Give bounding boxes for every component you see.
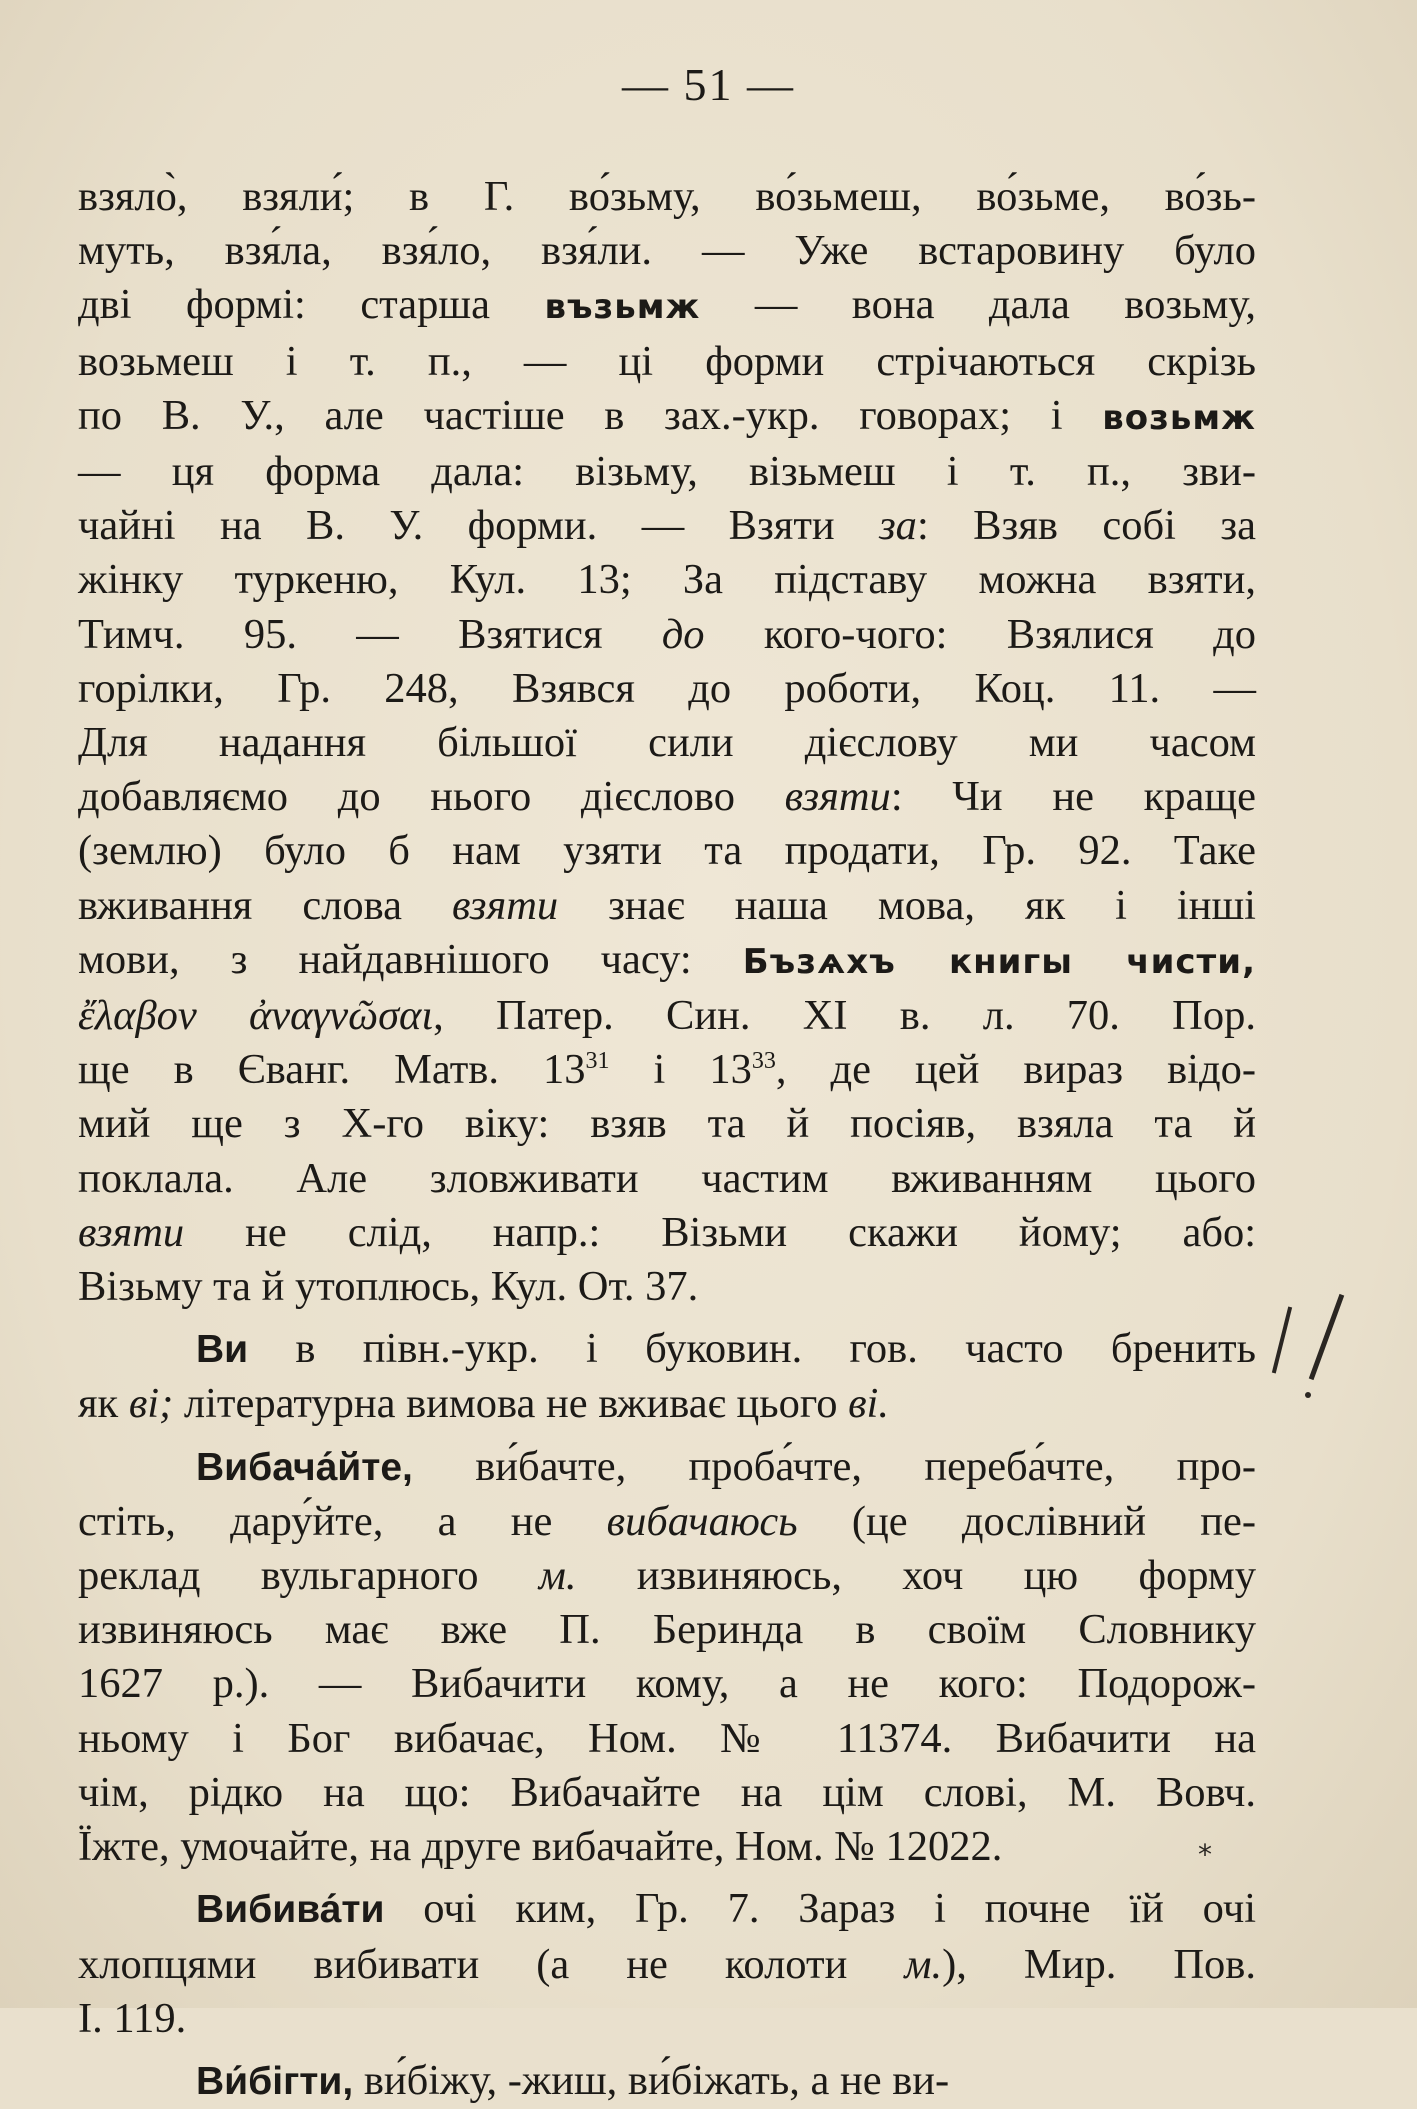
old-slavonic-form: възьмж (544, 287, 701, 328)
text-line: вживання слова взяти знає наша мова, як і інші (78, 881, 1256, 929)
text-line: ще в Єванг. Матв. $13^{31}$ і $13^{33}$, де цей вираз відо- (78, 1046, 1256, 1094)
entry-headword: Ви́бігти, (196, 2059, 354, 2103)
body-text (78, 170, 1256, 2109)
text-line: возьмеш і т. п., — ці форми стрічаються скрізь (78, 337, 1256, 385)
footer-asterisk: * (1198, 1838, 1212, 1871)
text-line: хлопцями вибивати (а не колоти м.), Мир. Пов. (78, 1940, 1257, 1988)
text-line: дві формі: старша възьмж — вона дала возьму, (78, 281, 1257, 329)
text-line: мий ще з X-го віку: взяв та й посіяв, взяла та й (78, 1100, 1256, 1148)
entry-headword: Ви (196, 1328, 249, 1372)
text-line: стіть, дару́йте, а не вибачаюсь (це дослівний пе- (78, 1497, 1257, 1545)
text-line: чайні на В. У. форми. — Взяти за: Взяв собі за (78, 502, 1256, 550)
paragraph (78, 170, 1256, 1314)
text-line: добавляємо до нього дієслово взяти: Чи не краще (78, 773, 1256, 821)
italic-term: м. (904, 1940, 943, 1988)
text-line: взяло̀, взяли́; в Г. во́зьму, во́зьмеш, во́зьме, во́зь- (78, 173, 1256, 220)
italic-term: ві; (128, 1380, 174, 1428)
entry-headword: Вибива́ти (196, 1888, 385, 1932)
text-line: взяти не слід, напр.: Візьми скажи йому; або: (78, 1208, 1256, 1256)
text-line: по В. У., але частіше в зах.-укр. говорах; і возьмж (78, 391, 1256, 439)
old-slavonic-form: Бъзѧхъ книгы чисти, (742, 941, 1256, 982)
text-line: муть, взя́ла, взя́ло, взя́ли. — Уже встаровину було (78, 227, 1256, 275)
text-line: чім, рідко на що: Вибачайте на цім слові, М. Вовч. (78, 1768, 1256, 1816)
text-line: Їжте, умочайте, на друге вибачайте, Ном. № 12022. (78, 1823, 1003, 1871)
page-number: — 51 — (622, 59, 795, 110)
text-line: Ви́бігти, ви́біжу, -жиш, ви́біжать, а не ви- (196, 2056, 950, 2104)
old-slavonic-form: возьмж (1102, 397, 1256, 438)
text-line: поклала. Але зловживати частим вживанням цього (78, 1154, 1256, 1202)
margin-slash (1309, 1294, 1344, 1380)
text-line: Для надання більшої сили дієслову ми часом (78, 719, 1256, 767)
text-line: Візьму та й утоплюсь, Кул. От. 37. (78, 1263, 699, 1311)
italic-term: взяти (784, 773, 891, 821)
text-line: Вибача́йте, ви́бачте, проба́чте, переба́чте, про- (196, 1442, 1256, 1490)
italic-term: вибачаюсь (606, 1497, 798, 1545)
text-line: мови, з найдавнішого часу: Бъзѧхъ книгы чисти, (78, 935, 1256, 983)
text-line: реклад вульгарного м. извиняюсь, хоч цю форму (78, 1552, 1256, 1600)
verse-superscript: 33 (751, 1048, 776, 1075)
text-line: горілки, Гр. 248, Взявся до роботи, Коц. 11. — (78, 664, 1256, 712)
entry-headword: Вибача́йте, (196, 1445, 413, 1489)
text-line: Вибива́ти очі ким, Гр. 7. Зараз і почне їй очі (196, 1885, 1256, 1933)
text-line: извиняюсь має вже П. Беринда в своїм Словнику (78, 1606, 1256, 1654)
paragraph (78, 2054, 1256, 2109)
paragraph (78, 1882, 1256, 2046)
text-line: як ві; літературна вимова не вживає цього ві. (78, 1380, 889, 1428)
italic-term: м. (538, 1552, 577, 1600)
handwritten-margin-mark (1262, 1290, 1382, 1400)
text-line: І. 119. (78, 1994, 187, 2042)
text-line: ньому і Бог вибачає, Ном. № 11374. Вибачити на (78, 1714, 1256, 1762)
verse-superscript: 31 (585, 1048, 610, 1075)
margin-dot (1305, 1392, 1311, 1398)
margin-slash (1272, 1307, 1292, 1374)
text-line: ἔλαβον ἀναγνῶσαι, Патер. Син. XI в. л. 70. Пор. (78, 992, 1256, 1040)
paragraph (78, 1322, 1256, 1431)
text-line: жінку туркеню, Кул. 13; За підставу можна взяти, (78, 556, 1256, 604)
italic-term: взяти (78, 1208, 185, 1256)
paragraph (78, 1440, 1256, 1875)
italic-term: до (661, 610, 705, 658)
text-line: 1627 р.). — Вибачити кому, а не кого: Подорож- (78, 1660, 1256, 1708)
greek-quote: ἔλαβον ἀναγνῶσαι (78, 992, 434, 1040)
text-line: (землю) було б нам узяти та продати, Гр. 92. Таке (78, 827, 1256, 875)
text-line: Тимч. 95. — Взятися до кого-чого: Взялися до (78, 610, 1256, 658)
italic-term: взяти (451, 881, 559, 929)
italic-term: за (879, 502, 917, 550)
text-line: Ви в півн.-укр. і буковин. гов. часто бренить (196, 1325, 1256, 1373)
italic-term: ві. (848, 1380, 889, 1428)
text-line: — ця форма дала: візьму, візьмеш і т. п., зви- (78, 448, 1256, 496)
